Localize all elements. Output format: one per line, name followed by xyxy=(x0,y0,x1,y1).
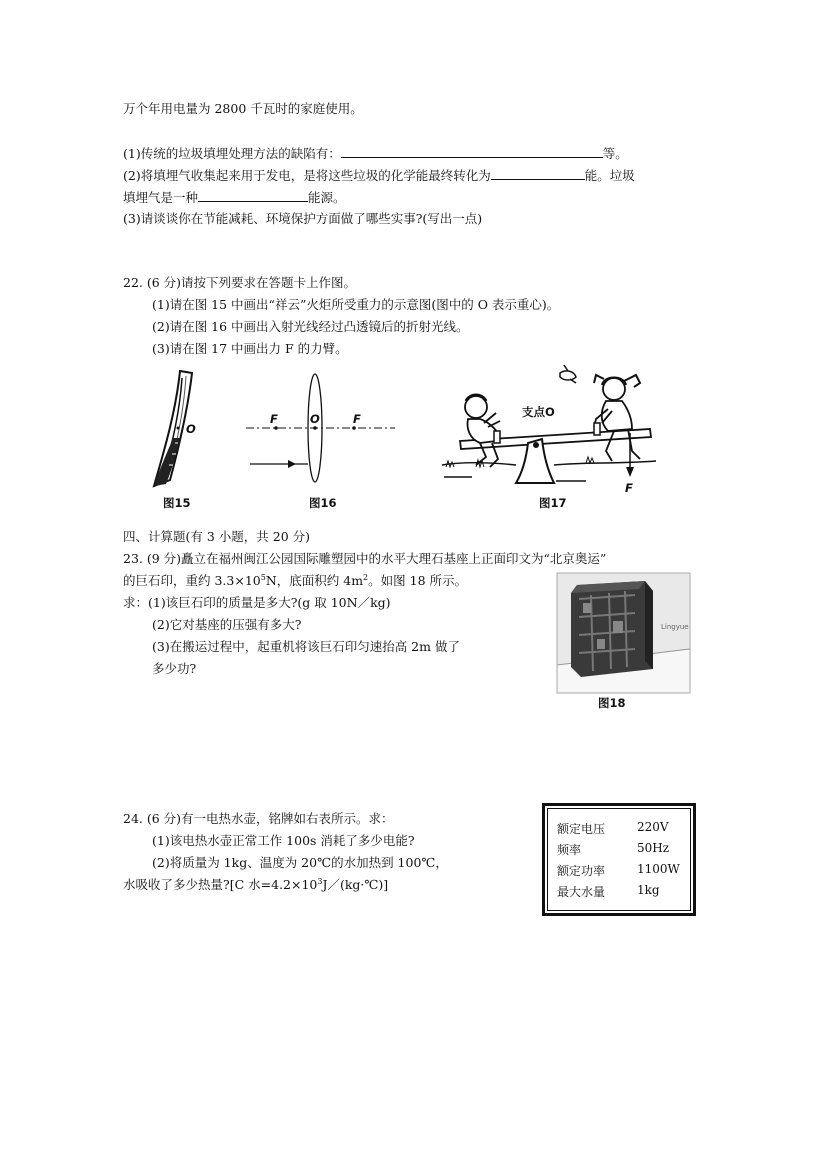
q24-part3-b: J／(kg·℃)] xyxy=(322,877,389,892)
q22-part2: (2)请在图 16 中画出入射光线经过凸透镜后的折射光线。 xyxy=(152,319,469,334)
q21-part2-prefix: (2)将填埋气收集起来用于发电，是将这些垃圾的化学能最终转化为 xyxy=(123,168,491,183)
q21-part1-suffix: 等。 xyxy=(602,146,628,161)
nameplate-value: 50Hz xyxy=(637,841,670,855)
q23-part3: (3)在搬运过程中，起重机将该巨石印匀速抬高 2m 做了 xyxy=(152,639,460,654)
nameplate-label: 最大水量 xyxy=(557,885,606,899)
fig16-label-f-left: F xyxy=(270,412,278,426)
fig16-label-f-right: F xyxy=(353,412,361,426)
fig17-label-fulcrum: 支点O xyxy=(522,405,555,419)
q24-part2-cont xyxy=(123,877,388,893)
figure-15-torch xyxy=(140,368,210,493)
q23-line1: 23. (9 分)矗立在福州闽江公园国际雕塑园中的水平大理石基座上正面印文为“北京奥运” xyxy=(123,551,607,566)
fig17-label-f: F xyxy=(625,481,633,495)
q22-head: 22. (6 分)请按下列要求在答题卡上作图。 xyxy=(123,275,357,290)
fig17-caption: 图17 xyxy=(539,496,567,510)
q21-part2 xyxy=(123,167,635,184)
q23-line2-exp2: 2 xyxy=(363,572,369,582)
nameplate-row xyxy=(557,862,605,879)
nameplate-row xyxy=(557,820,605,837)
fig18-photo-text: Lingyue xyxy=(661,623,689,631)
q24-line1: 24. (6 分)有一电热水壶，铭牌如右表所示。求： xyxy=(123,811,394,826)
nameplate-value: 220V xyxy=(637,820,669,834)
nameplate-row xyxy=(557,883,605,900)
nameplate-label: 额定电压 xyxy=(557,822,606,836)
q24-part1: (1)该电热水壶正常工作 100s 消耗了多少电能? xyxy=(152,833,415,848)
figure-18-stone-seal-photo xyxy=(557,573,690,693)
fig18-caption: 图18 xyxy=(598,696,626,710)
nameplate-value: 1100W xyxy=(637,862,680,876)
q21-part3: (3)请谈谈你在节能减耗、环境保护方面做了哪些实事?(写出一点) xyxy=(123,211,483,226)
q23-part1: 求：(1)该巨石印的质量是多大?(g 取 10N／kg) xyxy=(123,595,391,610)
intro-line: 万个年用电量为 2800 千瓦时的家庭使用。 xyxy=(123,101,363,116)
fig16-caption: 图16 xyxy=(309,496,337,510)
q23-part3-cont: 多少功? xyxy=(152,661,197,676)
q24-part3-exp: 3 xyxy=(317,876,323,886)
q21-part2-suffix: 能。垃圾 xyxy=(584,168,635,183)
q21-part2b-prefix: 填埋气是一种 xyxy=(123,190,199,205)
q23-line2-a: 的巨石印，重约 3.3×10 xyxy=(123,573,261,588)
q21-part1 xyxy=(123,145,628,162)
q21-part2-cont xyxy=(123,189,346,206)
q23-part2: (2)它对基座的压强有多大? xyxy=(152,617,302,632)
nameplate-row xyxy=(557,841,581,858)
q22-part3: (3)请在图 17 中画出力 F 的力臂。 xyxy=(152,341,348,356)
q24-part3-a: 水吸收了多少热量?[C 水=4.2×10 xyxy=(123,877,318,892)
q23-line2-exp1: 5 xyxy=(260,572,266,582)
nameplate-label: 频率 xyxy=(557,843,582,857)
q22-part1: (1)请在图 15 中画出“祥云”火炬所受重力的示意图(图中的 O 表示重心)。 xyxy=(152,297,560,312)
answer-blank-3[interactable] xyxy=(198,189,308,202)
nameplate-value: 1kg xyxy=(637,883,660,897)
answer-blank-2[interactable] xyxy=(491,167,585,180)
q21-part1-prefix: (1)传统的垃圾填埋处理方法的缺陷有： xyxy=(123,146,341,161)
fig16-label-o: O xyxy=(310,412,320,426)
kettle-nameplate-table xyxy=(542,803,696,916)
q23-line2-c: 。如图 18 所示。 xyxy=(368,573,467,588)
q21-part2b-suffix: 能源。 xyxy=(308,190,346,205)
q23-line2 xyxy=(123,573,467,589)
nameplate-label: 额定功率 xyxy=(557,864,606,878)
q24-part2: (2)将质量为 1kg、温度为 20℃的水加热到 100℃， xyxy=(152,855,448,870)
fig15-caption: 图15 xyxy=(163,496,191,510)
figure-16-lens xyxy=(240,370,400,495)
figure-17-seesaw xyxy=(436,365,666,495)
section4-head: 四、计算题(有 3 小题，共 20 分) xyxy=(123,529,311,544)
fig15-label-o: O xyxy=(186,422,196,436)
q23-line2-b: N，底面积约 4m xyxy=(265,573,364,588)
answer-blank-1[interactable] xyxy=(341,145,603,158)
